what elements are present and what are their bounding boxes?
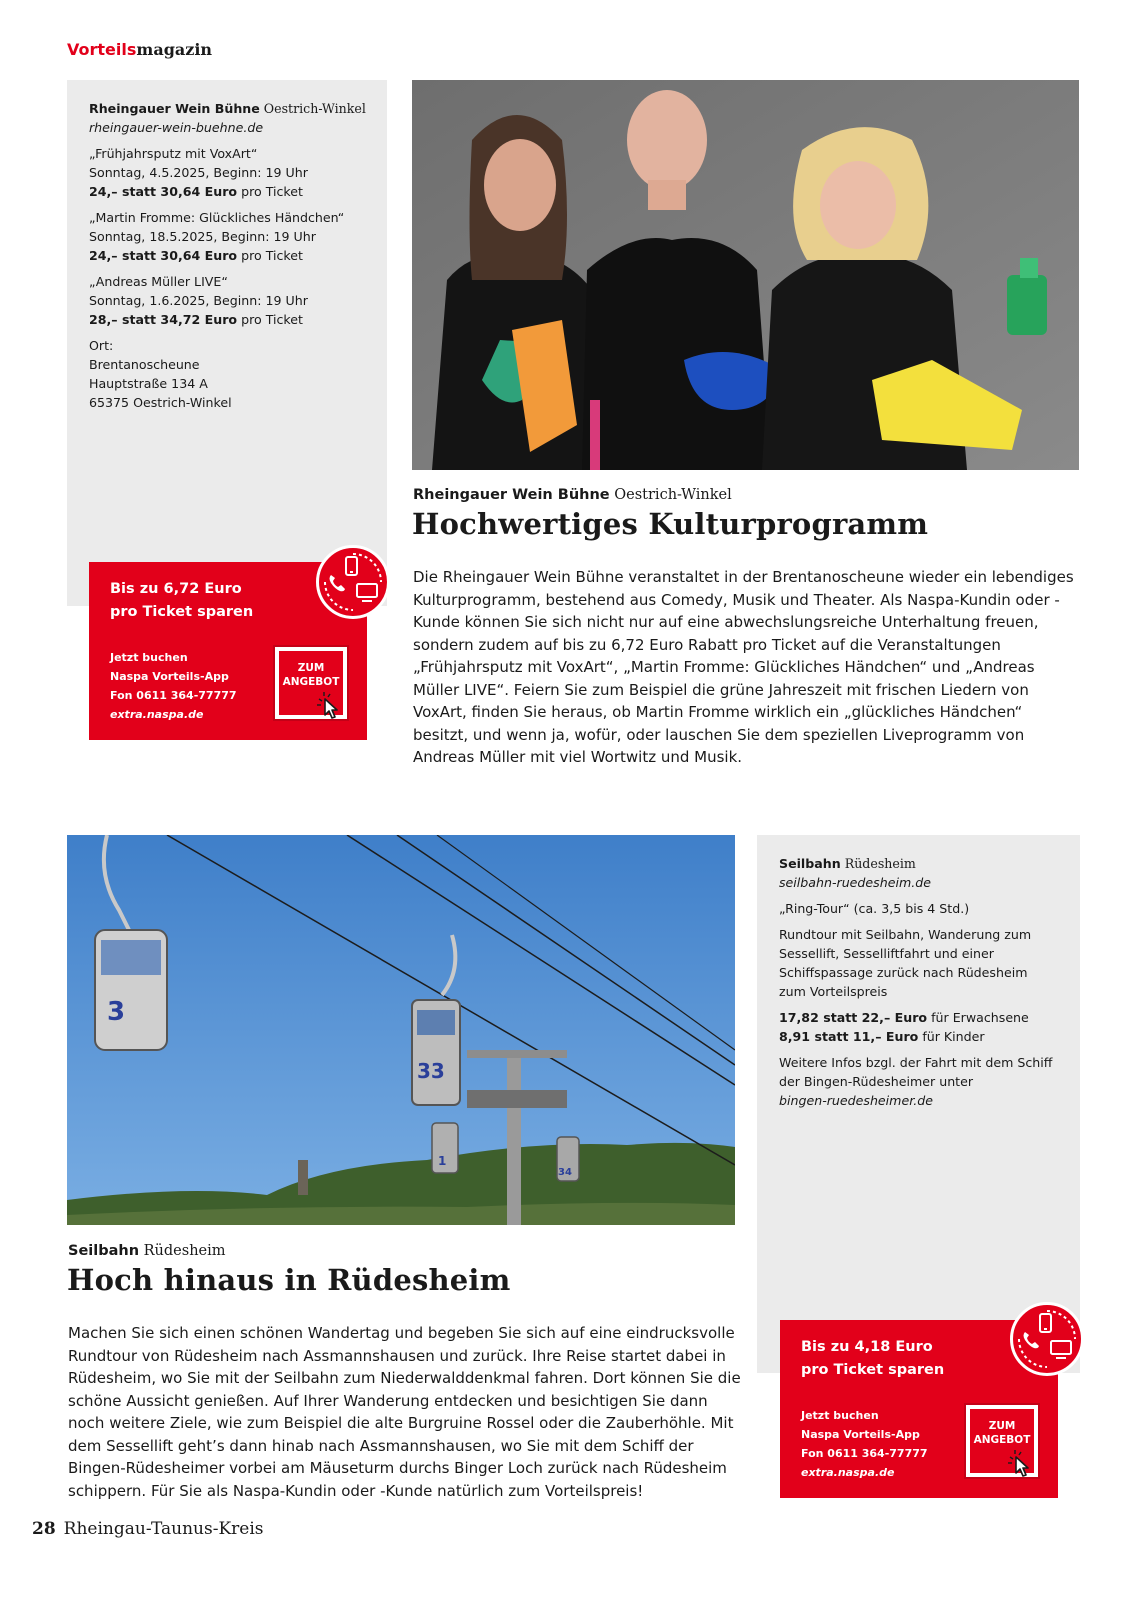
price-adults: 17,82 statt 22,– Euro [779, 1010, 928, 1025]
event-price-unit: pro Ticket [237, 312, 303, 327]
venue-name: Seilbahn [779, 856, 841, 871]
event-price: 28,– statt 34,72 Euro [89, 312, 238, 327]
tour-title: „Ring-Tour“ (ca. 3,5 bis 4 Std.) [779, 901, 970, 916]
location-street: Hauptstraße 134 A [89, 376, 208, 391]
venue-website-link[interactable]: seilbahn-ruedesheim.de [779, 875, 931, 890]
page-number: 28 [32, 1519, 56, 1539]
article-kicker-seilbahn [68, 1243, 226, 1259]
offer-title-line1: Bis zu 4,18 Euro [801, 1339, 933, 1355]
offer-phone: Fon 0611 364-77777 [801, 1447, 928, 1460]
kicker-city: Rüdesheim [139, 1243, 226, 1259]
gondola-number-1: 1 [438, 1154, 447, 1168]
tour-description-line: Rundtour mit Seilbahn, Wanderung zum [779, 927, 1032, 942]
tour-description-line: Sessellift, Sesselliftfahrt und einer [779, 946, 994, 961]
event-date: Sonntag, 1.6.2025, Beginn: 19 Uhr [89, 293, 308, 308]
location-name: Brentanoscheune [89, 357, 200, 372]
page-footer [32, 1519, 264, 1539]
footer-region: Rheingau-Taunus-Kreis [63, 1519, 264, 1539]
offer-title-line2: pro Ticket sparen [110, 604, 254, 620]
event-price-unit: pro Ticket [237, 184, 303, 199]
offer-book-now: Jetzt buchen [110, 651, 188, 664]
kicker-bold: Rheingauer Wein Bühne [413, 487, 610, 503]
price-adults-label: für Erwachsene [927, 1010, 1029, 1025]
article-kicker-wein-buehne [413, 487, 732, 503]
venue-city: Rüdesheim [840, 856, 916, 871]
offer-title-line2: pro Ticket sparen [801, 1362, 945, 1378]
contact-channels-icon [1010, 1302, 1084, 1376]
event-date: Sonntag, 18.5.2025, Beginn: 19 Uhr [89, 229, 316, 244]
more-info-link[interactable]: bingen-ruedesheimer.de [779, 1093, 933, 1108]
location-label: Ort: [89, 338, 114, 353]
venue-website-link[interactable]: rheingauer-wein-buehne.de [89, 120, 264, 135]
button-label-line1: ZUM [297, 662, 325, 674]
cursor-click-icon [315, 691, 345, 719]
cursor-click-icon [1006, 1449, 1036, 1477]
venue-name: Rheingauer Wein Bühne [89, 101, 260, 116]
tour-description-line: zum Vorteilspreis [779, 984, 888, 999]
more-info-line: der Bingen-Rüdesheimer unter [779, 1074, 974, 1089]
zum-angebot-button[interactable] [964, 1403, 1040, 1479]
cable-car-illustration [67, 835, 735, 1225]
info-text-seilbahn [779, 854, 1074, 1117]
event-date: Sonntag, 4.5.2025, Beginn: 19 Uhr [89, 165, 308, 180]
photo-performers [412, 80, 1079, 470]
zum-angebot-button[interactable] [273, 645, 349, 721]
event-price-unit: pro Ticket [237, 248, 303, 263]
magazine-brand [67, 40, 212, 59]
offer-link[interactable]: extra.naspa.de [801, 1466, 895, 1479]
gondola-number-34: 34 [558, 1167, 572, 1178]
brand-red-part: Vorteils [67, 40, 137, 59]
offer-phone: Fon 0611 364-77777 [110, 689, 237, 702]
price-children-label: für Kinder [918, 1029, 985, 1044]
gondola-number-33: 33 [417, 1059, 445, 1083]
kicker-bold: Seilbahn [68, 1243, 140, 1259]
brand-rest-part: magazin [136, 40, 213, 59]
offer-app: Naspa Vorteils-App [110, 670, 229, 683]
offer-app: Naspa Vorteils-App [801, 1428, 920, 1441]
event-title: „Martin Fromme: Glückliches Händchen“ [89, 210, 345, 225]
offer-book-now: Jetzt buchen [801, 1409, 879, 1422]
button-label-line2: ANGEBOT [973, 1434, 1031, 1446]
event-price: 24,– statt 30,64 Euro [89, 248, 238, 263]
tour-description-line: Schiffspassage zurück nach Rüdesheim [779, 965, 1028, 980]
kicker-city: Oestrich-Winkel [609, 487, 732, 503]
location-city: 65375 Oestrich-Winkel [89, 395, 232, 410]
more-info-line: Weitere Infos bzgl. der Fahrt mit dem Schiff [779, 1055, 1053, 1070]
info-text-wein-buehne [89, 99, 379, 419]
button-label-line1: ZUM [988, 1420, 1016, 1432]
offer-title-line1: Bis zu 6,72 Euro [110, 581, 242, 597]
offer-link[interactable]: extra.naspa.de [110, 708, 204, 721]
contact-channels-icon [316, 545, 390, 619]
event-title: „Andreas Müller LIVE“ [89, 274, 228, 289]
button-label-line2: ANGEBOT [282, 676, 340, 688]
performers-illustration [412, 80, 1079, 470]
article-body-seilbahn: Machen Sie sich einen schönen Wandertag und begeben Sie sich auf eine eindrucksvolle Rundtour von Rüdesheim nach Assmannshausen und zurück. Ihre Reise startet dabei in Rüdesheim, wo Sie mit der Seilbahn zum Niederwalddenkmal fahren. Dort können Sie die schöne Aussicht genießen. Auf Ihrer Wanderung entdecken und besichtigen Sie dann noch weitere Ziele, wie zum Beispiel die alte Burgruine Rossel oder die Zauberhöhle. Mit dem Sessellift geht’s dann hinab nach Assmannshausen, wo Sie mit dem Schiff der Bingen-Rüdesheimer vorbei am Mäuseturm durchs Binger Loch zurück nach Rüdesheim schippern. Für Sie als Naspa-Kundin oder -Kunde natürlich zum Vorteilspreis! [68, 1324, 741, 1500]
article-headline-seilbahn: Hoch hinaus in Rüdesheim [67, 1263, 511, 1297]
article-body-wein-buehne: Die Rheingauer Wein Bühne veranstaltet in der Brentanoscheune wieder ein lebendiges Kulturprogramm, bestehend aus Comedy, Musik und Theater. Als Naspa-Kundin oder -Kunde können Sie sich nicht nur auf eine abwechslungsreiche Unterhaltung freuen, sondern zudem auf bis zu 6,72 Euro Rabatt pro Ticket auf die Veranstaltungen „Frühjahrsputz mit VoxArt“, „Martin Fromme: Glückliches Händchen“ und „Andreas Müller LIVE“. Feiern Sie zum Beispiel die grüne Jahreszeit mit frischen Liedern von VoxArt, finden Sie heraus, ob Martin Fromme wirklich ein „glückliches Händchen“ besitzt, und wenn ja, wofür, oder lauschen Sie dem speziellen Liveprogramm von Andreas Müller mit viel Wortwitz und Musik. [413, 568, 1074, 766]
gondola-number-3: 3 [107, 997, 126, 1027]
venue-city: Oestrich-Winkel [259, 101, 366, 116]
price-children: 8,91 statt 11,– Euro [779, 1029, 919, 1044]
photo-cable-car [67, 835, 735, 1225]
event-title: „Frühjahrsputz mit VoxArt“ [89, 146, 258, 161]
article-headline-wein-buehne: Hochwertiges Kulturprogramm [412, 507, 929, 541]
event-price: 24,– statt 30,64 Euro [89, 184, 238, 199]
